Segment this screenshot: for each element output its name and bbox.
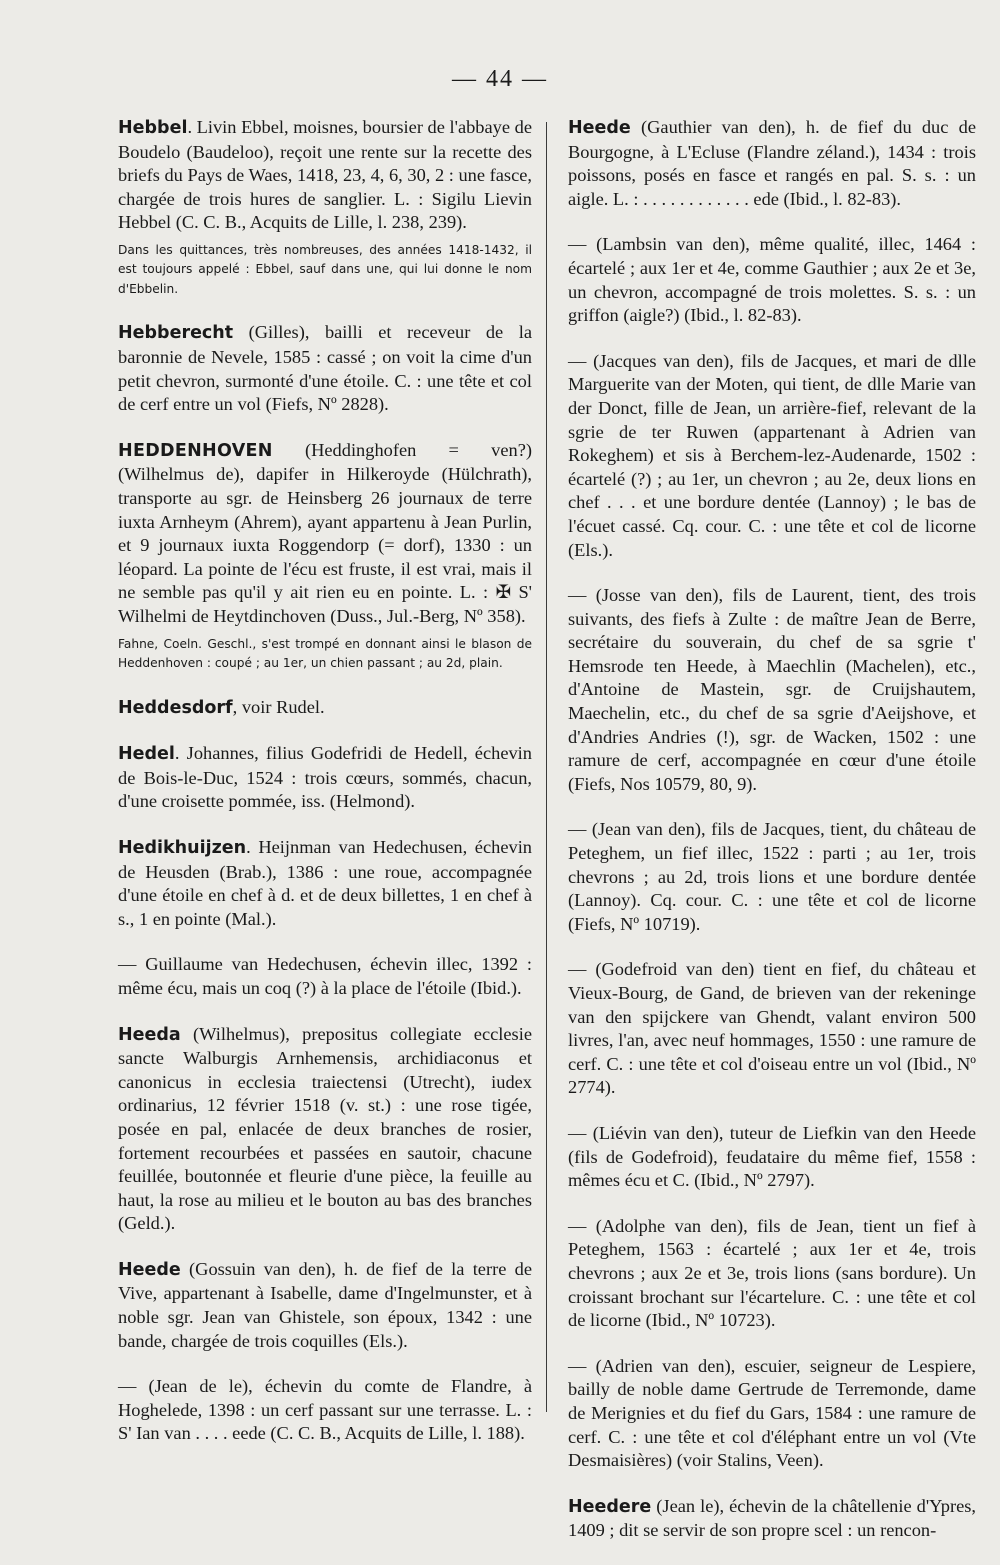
dictionary-entry [118,321,532,416]
entry-text: . Heijnman van Hedechusen, échevin de Heusden (Brab.), 1386 : une roue, accompagnée d'une étoile en chef à d. et de deux billettes, 1 en chef à s., 1 en pointe (Mal.). [118,836,532,929]
dictionary-entry [118,836,532,931]
dictionary-entry [118,116,532,235]
dictionary-entry [118,742,532,814]
entry-text: — (Jacques van den), fils de Jacques, et mari de dlle Marguerite van der Moten, qui tient, de dlle Marie van der Donct, fille de Jean, un arrière-fief, relevant de la sgrie de ter Ruwen (appartenant à Adrien van Rokeghem) et sis à Berchem-lez-Audenarde, 1502 : écartelé (?) ; au 1er, un chevron ; au 2e, deux lions en chef . . . et une bordure dentée (Lannoy) ; le bas de l'écuet cassé. Cq. cour. C. : une tête et col de licorne (Els.). [568,350,976,560]
entry-text: — (Liévin van den), tuteur de Liefkin van den Heede (fils de Godefroid), feudataire du même fief, 1558 : mêmes écu et C. (Ibid., Nº 2797). [568,1122,976,1191]
entry-text: , voir Rudel. [232,696,325,717]
entry-text: — (Lambsin van den), même qualité, illec, 1464 : écartelé ; aux 1er et 4e, comme Gauthier ; aux 2e et 3e, un chevron, accompagné de trois molettes. S. s. : un griffon (aigle?) (Ibid., l. 82-83). [568,234,976,326]
entry-headword: Heeda [118,1024,181,1045]
entry-headword: HEDDENHOVEN [118,440,273,461]
footnote-text: Fahne, Coeln. Geschl., s'est trompé en donnant ainsi le blason de Heddenhoven : coupé ; au 1er, un chien passant ; au 2d, plain. [118,636,532,671]
entry-text: (Wilhelmus), prepositus collegiate ecclesie sancte Walburgis Arnhemensis, archidiaconus et canonicus in ecclesia traiectensi (Utrecht), iudex ordinarius, 12 février 1518 (v. st.) : une rose tigée, posée en pal, enlacée de deux branches de rosier, fortement recourbées et passées en sautoir, chacune feuillée, boutonnée et fleurie d'une pièce, la feuille au haut, la rose au milieu et le bouton au bas des branches (Geld.). [118,1023,532,1234]
dictionary-entry [118,696,532,721]
right-column [568,116,976,1565]
entry-text: — (Jean de le), échevin du comte de Flandre, à Hoghelede, 1398 : un cerf passant sur une terrasse. L. : S' Ian van . . . . eede (C. C. B., Acquits de Lille, l. 188). [118,1376,532,1444]
dictionary-entry [568,958,976,1100]
entry-text: (Jean le), échevin de la châtellenie d'Ypres, 1409 ; dit se servir de son propre scel : un rencon- [568,1495,976,1541]
dictionary-entry [568,1495,976,1543]
dictionary-entry [118,439,532,629]
entry-headword: Hebberecht [118,323,234,344]
dictionary-entry [568,233,976,327]
entry-text: — (Adolphe van den), fils de Jean, tient un fief à Peteghem, 1563 : écartelé ; aux 1er et 4e, trois chevrons ; aux 2e et 3e, trois lions (sans bordure). Un croissant brochant sur l'écartelure. C. : une tête et col de licorne (Ibid., Nº 10723). [568,1215,976,1331]
entry-text: — (Adrien van den), escuier, seigneur de Lespiere, bailly de noble dame Gertrude de Terremonde, dame de Merignies et du fief du Gars, 1584 : une ramure de cerf. C. : une tête et col d'éléphant entre un vol (Vte Desmaisières) (voir Stalins, Veen). [568,1355,976,1471]
entry-headword: Hedel [118,744,175,765]
entry-headword: Hebbel [118,118,188,138]
dictionary-entry [118,1258,532,1353]
dictionary-entry [118,1023,532,1236]
entry-text: — Guillaume van Hedechusen, échevin illec, 1392 : même écu, mais un coq (?) à la place de l'étoile (Ibid.). [118,954,532,998]
entry-headword: Heede [568,118,631,138]
dictionary-entry [568,584,976,796]
entry-text: — (Jean van den), fils de Jacques, tient, du château de Peteghem, un fief illec, 1522 : parti ; au 1er, trois chevrons ; au 2d, trois lions et une bordure dentée (Lannoy). Cq. cour. C. : une tête et col de licorne (Fiefs, Nº 10719). [568,819,976,934]
dictionary-entry [568,1122,976,1193]
page-number: — 44 — [452,66,548,92]
entry-text: — (Josse van den), fils de Laurent, tient, des trois suivants, des fiefs à Zulte : de maître Jean de Berre, secrétaire du souverain, du chef de sa sgrie t' Hemsrode ten Heede, à Maechlin (Machelen), etc., d'Antoine de Mastein, sgr. de Cruijshautem, Maechelin, etc., du chef de sa sgrie d'Aeijshove, et d'Andries Andries (!), sgr. de Wacken, 1502 : une ramure de cerf, accompagnée en cœur d'une étoile (Fiefs, Nos 10579, 80, 9). [568,585,976,794]
dictionary-entry [568,116,976,211]
left-column [118,116,532,1468]
entry-text: (Heddinghofen = ven?) (Wilhelmus de), dapifer in Hilkeroyde (Hülchrath), transporte au sgr. de Heinsberg 26 journaux de terre iuxta Arnheym (Ahrem), ayant appartenu à Jean Purlin, et 9 journaux iuxta Roggendorp (= dorf), 1330 : un léopard. La pointe de l'écu est fruste, il est vrai, mais il ne semble pas qu'il y ait rien eu en pointe. L. : ✠ S' Wilhelmi de Heytdinchoven (Duss., Jul.-Berg, Nº 358). [118,439,532,626]
entry-headword: Heedere [568,1496,652,1517]
entry-headword: Hedikhuijzen [118,837,247,858]
entry-text: . Livin Ebbel, moisnes, boursier de l'abbaye de Boudelo (Baudeloo), reçoit une rente sur la recette des briefs du Pays de Waes, 1418, 23, 4, 6, 30, 2 : une fasce, chargée de trois hures de sanglier. L. : Sigilu Lievin Hebbel (C. C. B., Acquits de Lille, l. 238, 239). [118,117,532,233]
dictionary-entry [568,350,976,562]
footnote-text: Dans les quittances, très nombreuses, des années 1418-1432, il est toujours appelé : Ebbel, sauf dans une, qui lui donne le nom d'Ebbelin. [118,242,532,296]
dictionary-entry [568,1355,976,1473]
footnote [118,241,532,300]
entry-text: (Gilles), bailli et receveur de la baronnie de Nevele, 1585 : cassé ; on voit la cime d'un petit chevron, surmonté d'une étoile. C. : une tête et col de cerf entre un vol (Fiefs, Nº 2828). [118,322,532,415]
footnote [118,635,532,674]
entry-text: — (Godefroid van den) tient en fief, du château et Vieux-Bourg, de Gand, de brieven van der rekeninge van den spijckere van Ghendt, valant environ 500 livres, l'an, avec neuf hommages, 1550 : une ramure de cerf. C. : une tête et col d'oiseau entre un vol (Ibid., Nº 2774). [568,959,976,1098]
entry-text: (Gauthier van den), h. de fief du duc de Bourgogne, à L'Ecluse (Flandre zéland.), 1434 : trois poissons, posés en fasce et rangés en pal. S. s. : un aigle. L. : . . . . . . . . . . . . ede (Ibid., l. 82-83). [568,117,976,209]
column-divider [546,122,547,1412]
entry-headword: Heddesdorf [118,697,233,718]
entry-text: (Gossuin van den), h. de fief de la terre de Vive, appartenant à Isabelle, dame d'Ingelmunster, et à noble sgr. Jean van Ghistele, son époux, 1342 : une bande, chargée de trois coquilles (Els.). [118,1258,532,1351]
dictionary-entry [568,818,976,936]
dictionary-entry [118,953,532,1000]
dictionary-entry [568,1215,976,1333]
entry-headword: Heede [118,1259,181,1280]
dictionary-entry [118,1375,532,1446]
entry-text: . Johannes, filius Godefridi de Hedell, échevin de Bois-le-Duc, 1524 : trois cœurs, sommés, chacun, d'une croisette pommée, iss. (Helmond). [118,743,532,812]
